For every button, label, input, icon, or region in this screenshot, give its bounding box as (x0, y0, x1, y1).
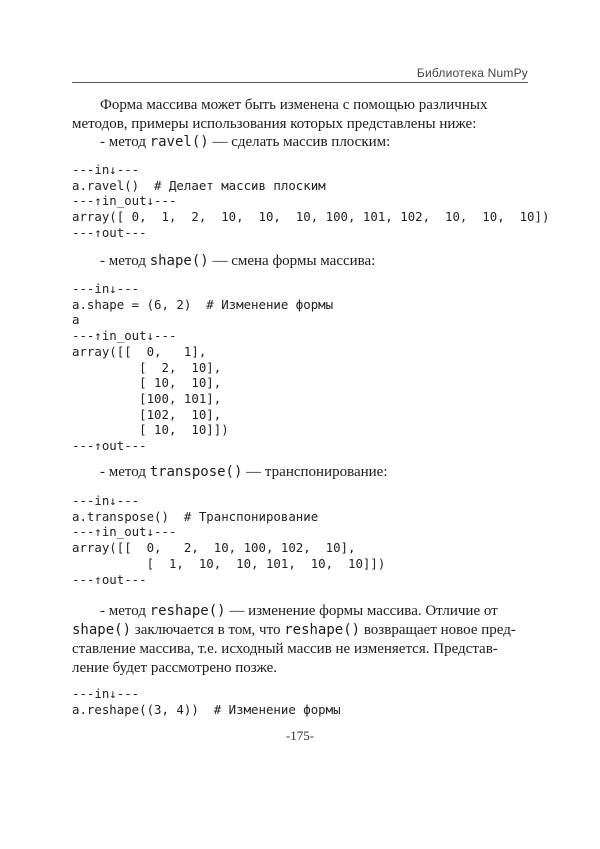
code-line: a.reshape((3, 4)) # Изменение формы (72, 701, 341, 717)
code-line: a.transpose() # Транспонирование (72, 508, 319, 524)
code-line: [ 1, 10, 10, 101, 10, 10]]) (72, 555, 386, 571)
reshape-line-1 (72, 602, 528, 621)
intro-paragraph (72, 96, 528, 134)
code-line: [ 10, 10]]) (72, 422, 229, 438)
code-line: array([[ 0, 2, 10, 100, 102, 10], (72, 540, 356, 556)
reshape-dash: - метод (100, 603, 150, 619)
reshape-text: заключается в том, что (131, 622, 285, 638)
intro-line-2: методов, примеры использования которых представлены ниже: (72, 116, 477, 132)
reshape-text: возвращает новое пред- (360, 622, 516, 638)
code-line: ---↑out--- (72, 571, 147, 587)
transpose-code-block (72, 493, 385, 587)
ravel-code-block (72, 162, 549, 241)
code-line: ---in↓--- (72, 162, 140, 177)
reshape-line-2 (72, 621, 528, 640)
reshape-text: — изменение формы массива. Отличие от (225, 603, 498, 619)
shape-method-heading (100, 252, 375, 271)
reshape-code-block (72, 686, 341, 717)
code-line: ---in↓--- (72, 281, 140, 296)
ravel-description: — сделать массив плоским: (208, 134, 391, 150)
code-line: [ 2, 10], (72, 359, 222, 375)
reshape-inline-code: reshape() (284, 622, 361, 638)
reshape-paragraph (72, 602, 528, 678)
transpose-method-name: transpose() (149, 464, 243, 480)
ravel-method-name: ravel() (149, 134, 209, 150)
code-line: ---↑in_out↓--- (72, 524, 177, 540)
code-line: array([[ 0, 1], (72, 343, 207, 359)
shape-inline-code: shape() (72, 622, 132, 638)
code-line: a (72, 312, 80, 328)
ravel-method-heading (100, 133, 390, 152)
code-line: [100, 101], (72, 390, 222, 406)
header-title: Библиотека NumPy (416, 66, 528, 80)
transpose-description: — транспонирование: (242, 464, 388, 480)
transpose-dash: - метод (100, 464, 150, 480)
code-line: ---in↓--- (72, 493, 140, 508)
code-line: ---↑out--- (72, 224, 147, 240)
code-line: ---↑in_out↓--- (72, 328, 177, 344)
running-header (72, 64, 528, 83)
transpose-method-heading (100, 463, 388, 482)
ravel-dash: - метод (100, 134, 150, 150)
code-line: array([ 0, 1, 2, 10, 10, 10, 100, 101, 102, 10, 10, 10]) (72, 209, 550, 225)
shape-dash: - метод (100, 253, 150, 269)
code-line: [102, 10], (72, 406, 222, 422)
code-line: ---in↓--- (72, 686, 140, 701)
intro-line-1: Форма массива может быть изменена с помощью различных (100, 97, 488, 113)
code-line: ---↑out--- (72, 438, 147, 454)
reshape-method-name: reshape() (149, 603, 226, 619)
code-line: [ 10, 10], (72, 375, 222, 391)
code-line: ---↑in_out↓--- (72, 193, 177, 209)
reshape-line-4: ление будет рассмотрено позже. (72, 660, 278, 676)
code-line: a.shape = (6, 2) # Изменение формы (72, 296, 334, 312)
code-line: a.ravel() # Делает массив плоским (72, 177, 326, 193)
shape-code-block (72, 281, 333, 454)
shape-method-name: shape() (149, 253, 209, 269)
page-number: -175- (285, 728, 315, 743)
shape-description: — смена формы массива: (208, 253, 376, 269)
reshape-line-3: ставление массива, т.е. исходный массив не изменяется. Представ- (72, 641, 498, 657)
